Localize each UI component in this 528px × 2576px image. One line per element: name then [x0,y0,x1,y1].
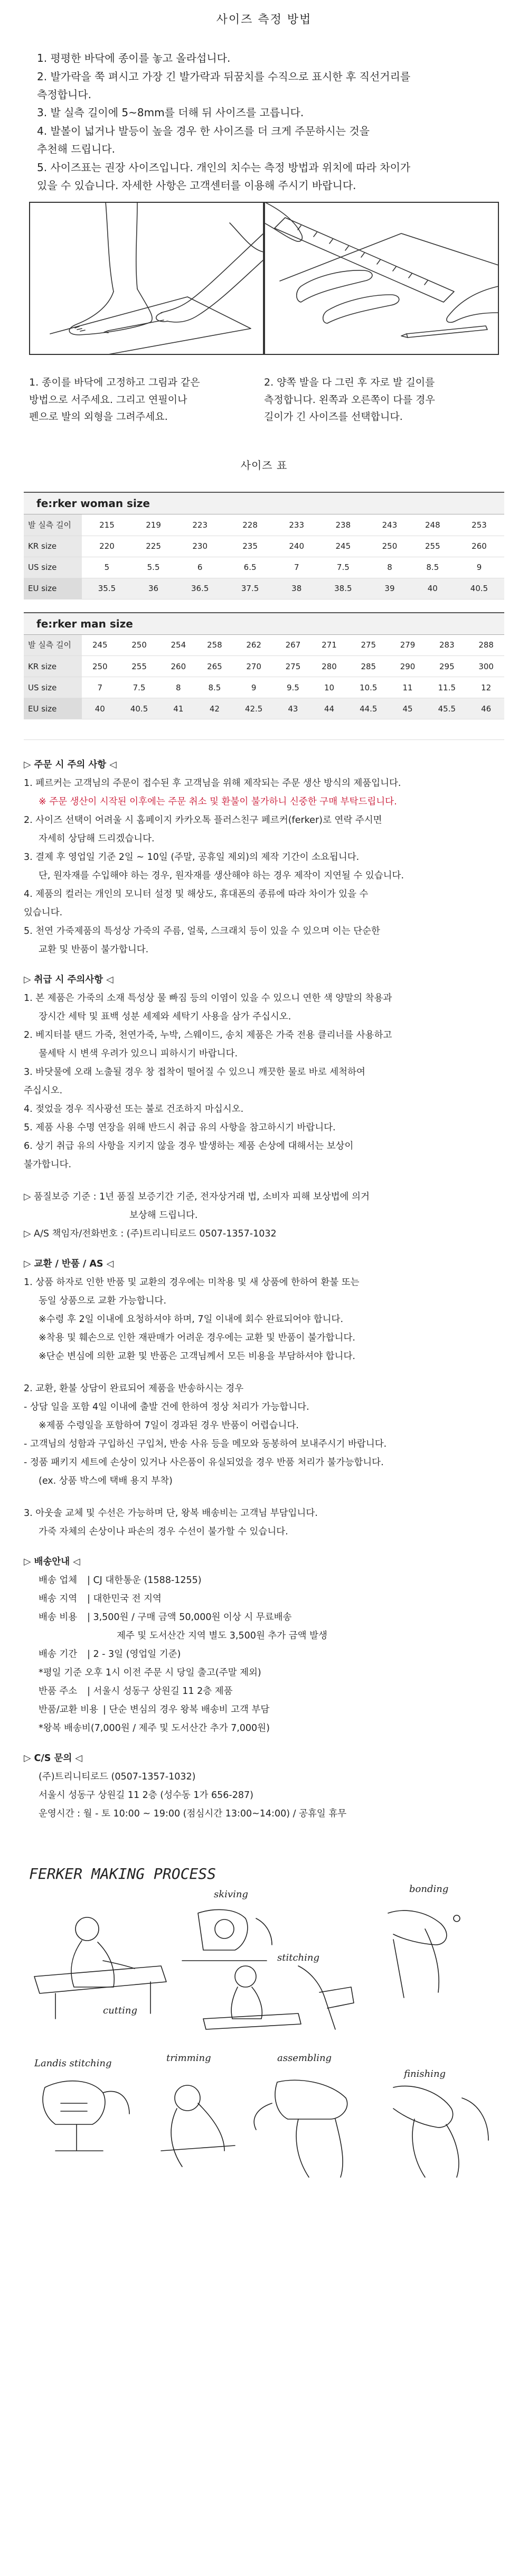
size-cell: 219 [132,514,175,536]
size-cell: 300 [468,656,504,677]
size-row [24,656,504,677]
exchange-line: 2. 교환, 환불 상담이 완료되어 제품을 반송하시는 경우 [24,1383,244,1394]
size-cell: 7.5 [118,677,161,698]
size-cell: 262 [233,635,275,656]
size-cell: 265 [196,656,233,677]
cs-line: 서울시 성동구 상원길 11 2층 (성수동 1가 656-287) [39,1790,253,1801]
size-cell: 38.5 [318,578,368,599]
step-trimming-label: trimming [166,2053,211,2064]
order-line: 교환 및 반품이 불가합니다. [39,944,149,956]
size-cell: 9 [233,677,275,698]
delivery-row: 배송 지역 | 대한민국 전 지역 [39,1594,162,1605]
size-cell: 11.5 [426,677,468,698]
cs-line: (주)트리니티로드 (0507-1357-1032) [39,1772,196,1783]
size-cell: 44.5 [347,698,390,719]
exchange-line: 1. 상품 하자로 인한 반품 및 교환의 경우에는 미착용 및 새 상품에 한하여 환불 또는 [24,1277,360,1288]
order-line: 3. 결제 후 영업일 기준 2일 ~ 10일 (주말, 공휴일 제외)의 제작 기간이 소요됩니다. [24,852,360,863]
size-cell: 223 [175,514,225,536]
order-line: 자세히 상담해 드리겠습니다. [39,833,155,845]
size-row [24,578,504,599]
size-cell: 12 [468,677,504,698]
size-cell: 270 [233,656,275,677]
size-cell: 43 [275,698,312,719]
size-cell: 38 [275,578,318,599]
size-cell: 250 [368,536,411,557]
size-row [24,514,504,536]
size-cell: 45.5 [426,698,468,719]
bonding-sketch [388,1910,460,1998]
size-cell: 288 [468,635,504,656]
size-cell: 240 [275,536,318,557]
notice-section [24,756,504,1823]
size-cell: 290 [390,656,426,677]
care-line: 주십시오. [24,1085,63,1097]
order-line: 5. 천연 가죽제품의 특성상 가죽의 주름, 얼룩, 스크래치 등이 있을 수 있으며 이는 단순한 [24,926,380,937]
size-cell: 8.5 [196,677,233,698]
warranty-line: 보상해 드립니다. [129,1210,198,1221]
size-cell: 238 [318,514,368,536]
care-line: 4. 젖었을 경우 직사광선 또는 불로 건조하지 마십시오. [24,1104,244,1115]
size-cell: 248 [411,514,454,536]
step-landis-label: Landis stitching [34,2058,112,2069]
size-cell: 285 [347,656,390,677]
delivery-row: 배송 비용 | 3,500원 / 구매 금액 50,000원 이상 시 무료배송 [39,1612,292,1623]
size-cell: 225 [132,536,175,557]
delivery-heading: ▷ 배송안내 ◁ [24,1557,80,1568]
size-cell: 235 [225,536,275,557]
size-row-label: EU size [24,698,82,719]
size-cell: 9.5 [275,677,312,698]
making-process-illustration [24,1855,504,2193]
size-cell: 7 [82,677,118,698]
skiving-sketch [182,1910,272,1961]
size-cell: 228 [225,514,275,536]
size-cell: 295 [426,656,468,677]
size-cell: 8 [161,677,197,698]
size-cell: 10 [311,677,347,698]
size-cell: 40 [82,698,118,719]
size-cell: 5.5 [132,557,175,578]
size-cell: 44 [311,698,347,719]
measure-step: 있을 수 있습니다. 자세한 사항은 고객센터를 이용해 주시기 바랍니다. [37,179,356,192]
exchange-line: ※수령 후 2일 이내에 요청하셔야 하며, 7일 이내에 회수 완료되어야 합니다. [39,1314,344,1325]
size-row-label: US size [24,557,82,578]
size-cell: 215 [82,514,132,536]
size-cell: 220 [82,536,132,557]
order-line: 있습니다. [24,907,63,919]
step-bonding-label: bonding [409,1884,449,1895]
woman-size-heading: fe:rker woman size [24,492,504,514]
size-cell: 35.5 [82,578,132,599]
size-cell: 230 [175,536,225,557]
size-cell: 41 [161,698,197,719]
care-line: 5. 제품 사용 수명 연장을 위해 반드시 취급 유의 사항을 참고하시기 바랍니다. [24,1122,336,1134]
order-line: 단, 원자재를 수입해야 하는 경우, 원자재를 생산해야 하는 경우 제작이 지연될 수 있습니다. [39,870,404,882]
size-row-label: US size [24,677,82,698]
size-cell: 255 [118,656,161,677]
size-row-label: EU size [24,578,82,599]
delivery-row: 배송 기간 | 2 - 3일 (영업일 기준) [39,1649,181,1660]
care-line: 불가합니다. [24,1159,72,1170]
size-cell: 275 [347,635,390,656]
size-cell: 37.5 [225,578,275,599]
size-cell: 42 [196,698,233,719]
size-cell: 40.5 [454,578,504,599]
care-line: 3. 바닷물에 오래 노출될 경우 창 접착이 떨어질 수 있으니 깨끗한 물로 바로 세척하여 [24,1067,365,1078]
delivery-row: 배송 업체 | CJ 대한통운 (1588-1255) [39,1575,202,1586]
finishing-sketch [393,2086,488,2178]
measure-step: 1. 평평한 바닥에 종이를 놓고 올라섭니다. [37,52,231,65]
exchange-line: - 고객님의 성함과 구입하신 구입처, 반송 사유 등을 메모와 동봉하여 보내주시기 바랍니다. [24,1439,387,1450]
size-cell: 260 [454,536,504,557]
care-notice-heading: ▷ 취급 시 주의사항 ◁ [24,975,114,986]
size-cell: 260 [161,656,197,677]
exchange-line: ※제품 수령일을 포함하여 7일이 경과된 경우 반품이 어렵습니다. [39,1420,299,1431]
exchange-line: 3. 아웃솔 교체 및 수선은 가능하며 단, 왕복 배송비는 고객님 부담입니다. [24,1508,318,1519]
size-cell: 9 [454,557,504,578]
delivery-row: 반품 주소 | 서울시 성동구 상원길 11 2층 제품 [39,1686,233,1697]
exchange-heading: ▷ 교환 / 반품 / AS ◁ [24,1259,114,1270]
size-cell: 8.5 [411,557,454,578]
size-cell: 267 [275,635,312,656]
delivery-extra: 제주 및 도서산간 지역 별도 3,500원 추가 금액 발생 [117,1631,327,1642]
woman-size-table [24,514,504,599]
cs-heading: ▷ C/S 문의 ◁ [24,1753,82,1764]
order-line: 2. 사이즈 선택이 어려울 시 홈페이지 카카오톡 플러스친구 페르커(ferker)로 연락 주시면 [24,815,382,826]
exchange-line: 가죽 자체의 손상이나 파손의 경우 수선이 불가할 수 있습니다. [39,1526,288,1538]
size-cell: 275 [275,656,312,677]
size-cell: 11 [390,677,426,698]
size-row-label: 발 실측 길이 [24,514,82,536]
size-cell: 283 [426,635,468,656]
size-cell: 250 [118,635,161,656]
measure-step: 4. 발볼이 넓거나 발등이 높을 경우 한 사이즈를 더 크게 주문하시는 것을 [37,124,370,137]
size-cell: 6.5 [225,557,275,578]
size-cell: 39 [368,578,411,599]
fig1-caption: 1. 종이를 바닥에 고정하고 그림과 같은 방법으로 서주세요. 그리고 연필이나 펜으로 발의 외형을 그려주세요. [29,377,200,423]
size-chart-title: 사이즈 표 [240,459,288,472]
trace-foot-illustration [29,202,264,355]
stitching-sketch [203,1966,354,2029]
exchange-line: ※단순 변심에 의한 교환 및 반품은 고객님께서 모든 비용을 부담하셔야 합니다. [39,1351,355,1362]
size-cell: 46 [468,698,504,719]
measure-title: 사이즈 측정 방법 [216,13,312,26]
size-cell: 245 [82,635,118,656]
measure-step: 측정합니다. [37,88,91,101]
size-cell: 233 [275,514,318,536]
size-cell: 36 [132,578,175,599]
size-cell: 36.5 [175,578,225,599]
section-divider [24,739,504,740]
size-cell: 254 [161,635,197,656]
size-cell: 8 [368,557,411,578]
measure-figures [24,194,504,425]
size-cell: 253 [454,514,504,536]
as-contact-line: ▷ A/S 책임자/전화번호 : (주)트리니티로드 0507-1357-1032 [24,1229,277,1240]
size-row [24,536,504,557]
size-cell: 45 [390,698,426,719]
step-stitching-label: stitching [277,1952,320,1964]
exchange-line: (ex. 상품 박스에 택배 용지 부착) [39,1476,173,1487]
measure-steps [24,49,504,194]
man-size-heading: fe:rker man size [24,612,504,635]
size-cell: 6 [175,557,225,578]
figure-measure-ruler [264,202,499,425]
step-assembling-label: assembling [277,2053,332,2064]
size-cell: 245 [318,536,368,557]
size-cell: 40.5 [118,698,161,719]
size-row [24,698,504,719]
exchange-line: 동일 상품으로 교환 가능합니다. [39,1296,167,1307]
size-row [24,677,504,698]
size-cell: 250 [82,656,118,677]
measure-step: 추천해 드립니다. [37,143,115,156]
size-cell: 5 [82,557,132,578]
size-cell: 40 [411,578,454,599]
size-row-label: KR size [24,656,82,677]
size-cell: 258 [196,635,233,656]
size-cell: 280 [311,656,347,677]
man-size-table [24,635,504,720]
size-row [24,635,504,656]
order-warning: ※ 주문 생산이 시작된 이후에는 주문 취소 및 환불이 불가하니 신중한 구매 부탁드립니다. [39,797,397,808]
step-finishing-label: finishing [404,2068,446,2080]
cs-line: 운영시간 : 월 - 토 10:00 ~ 19:00 (점심시간 13:00~14:00) / 공휴일 휴무 [39,1809,347,1820]
size-cell: 271 [311,635,347,656]
exchange-line: ※착용 및 훼손으로 인한 재판매가 어려운 경우에는 교환 및 반품이 불가합니다. [39,1333,355,1344]
fig2-caption: 2. 양쪽 발을 다 그린 후 자로 발 길이를 측정합니다. 왼쪽과 오른쪽이 다를 경우 길이가 긴 사이즈를 선택합니다. [264,377,435,423]
ruler-measure-illustration [264,202,499,355]
size-cell: 42.5 [233,698,275,719]
trimming-sketch [161,2085,235,2167]
warranty-line: ▷ 품질보증 기준 : 1년 품질 보증기간 기준, 전자상거래 법, 소비자 피해 보상법에 의거 [24,1192,370,1203]
order-notice-heading: ▷ 주문 시 주의 사항 ◁ [24,760,117,771]
cutting-sketch [34,1917,166,2019]
landis-sketch [43,2081,129,2151]
size-cell: 10.5 [347,677,390,698]
figure-trace-foot [29,202,264,425]
size-cell: 255 [411,536,454,557]
process-title: FERKER MAKING PROCESS [29,1865,216,1883]
size-cell: 7 [275,557,318,578]
measure-step: 5. 사이즈표는 권장 사이즈입니다. 개인의 치수는 측정 방법과 위치에 따라 차이가 [37,161,411,174]
measure-step: 2. 발가락을 쭉 펴시고 가장 긴 발가락과 뒤꿈치를 수직으로 표시한 후 직선거리를 [37,70,411,83]
size-row-label: 발 실측 길이 [24,635,82,656]
step-cutting-label: cutting [103,2005,138,2017]
assembling-sketch [254,2080,347,2177]
care-line: 6. 상기 취급 유의 사항을 지키지 않을 경우 발생하는 제품 손상에 대해서는 보상이 [24,1141,354,1152]
care-line: 2. 베지터블 탠드 가죽, 천연가죽, 누박, 스웨이드, 송치 제품은 가죽 전용 클리너를 사용하고 [24,1030,392,1041]
size-cell: 7.5 [318,557,368,578]
size-row-label: KR size [24,536,82,557]
size-cell: 279 [390,635,426,656]
size-cell: 243 [368,514,411,536]
measure-step: 3. 발 실측 길이에 5~8mm를 더해 뒤 사이즈를 고릅니다. [37,106,304,119]
delivery-row: 반품/교환 비용 | 단순 변심의 경우 왕복 배송비 고객 부담 [39,1704,270,1716]
care-line: 장시간 세탁 및 표백 성분 세제와 세탁기 사용을 삼가 주십시오. [39,1011,291,1023]
exchange-line: - 상담 일을 포함 4일 이내에 출발 건에 한하여 정상 처리가 가능합니다. [24,1402,309,1413]
size-row [24,557,504,578]
delivery-note: *평일 기준 오후 1시 이전 주문 시 당일 출고(주말 제외) [39,1668,261,1679]
order-line: 1. 페르커는 고객님의 주문이 접수된 후 고객님을 위해 제작되는 주문 생산 방식의 제품입니다. [24,778,401,789]
order-line: 4. 제품의 컬러는 개인의 모니터 설정 및 해상도, 휴대폰의 종류에 따라 차이가 있을 수 [24,889,369,900]
care-line: 물세탁 시 변색 우려가 있으니 피하시기 바랍니다. [39,1048,238,1060]
step-skiving-label: skiving [214,1889,248,1900]
delivery-note: *왕복 배송비(7,000원 / 제주 및 도서산간 추가 7,000원) [39,1723,270,1734]
care-line: 1. 본 제품은 가죽의 소재 특성상 물 빠짐 등의 이염이 있을 수 있으니 연한 색 양말의 착용과 [24,993,392,1004]
exchange-line: - 정품 패키지 세트에 손상이 있거나 사은품이 유실되었을 경우 반품 처리가 불가능합니다. [24,1457,384,1468]
making-process [24,1855,504,2204]
